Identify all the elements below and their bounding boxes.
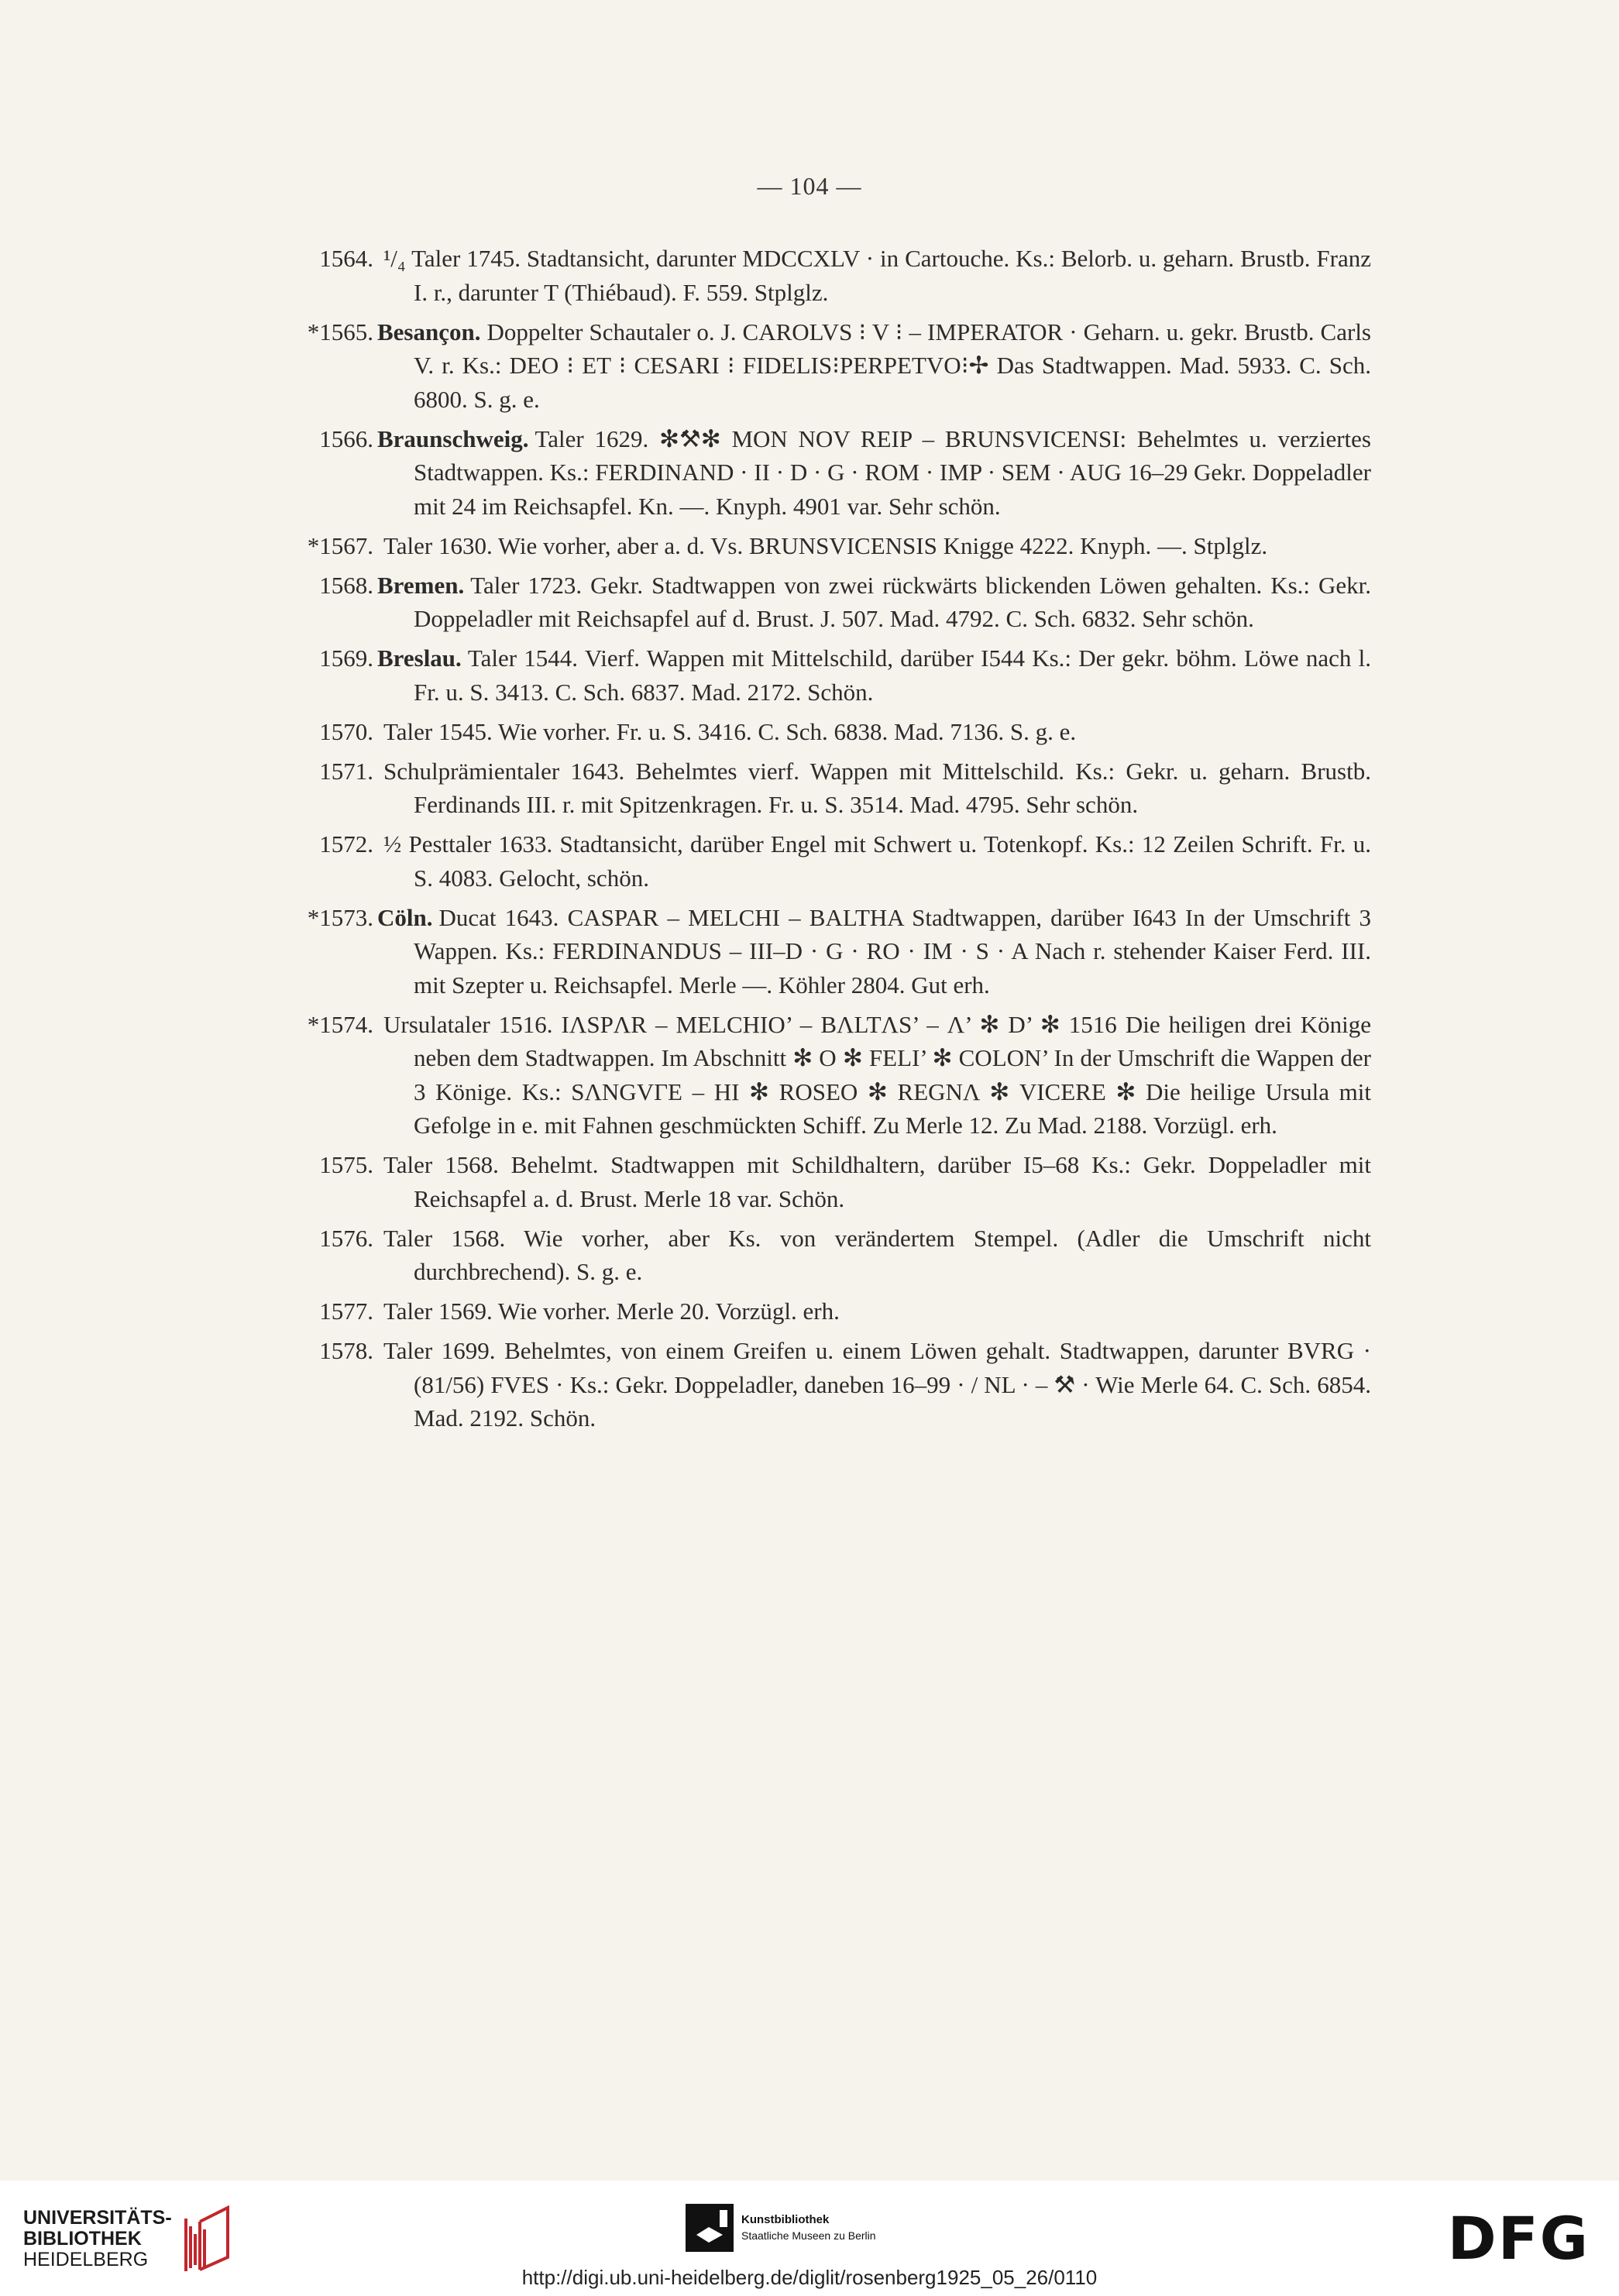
university-library-logo[interactable] xyxy=(23,2204,234,2274)
entry-number: *1574. xyxy=(307,1010,373,1038)
entry-text xyxy=(377,529,1371,563)
entry-number: *1573. xyxy=(307,903,373,931)
catalogue-entry xyxy=(294,1222,1371,1289)
entry-number: *1567. xyxy=(307,531,373,559)
entry-number: 1576. xyxy=(319,1224,373,1252)
catalogue-entry xyxy=(294,827,1371,895)
entry-text xyxy=(377,315,1371,417)
page-number: — 104 — xyxy=(757,172,862,200)
kunstbibliothek-name: Kunstbibliothek xyxy=(741,2213,830,2226)
entry-heading: Braunschweig. xyxy=(377,424,529,452)
catalogue-entry xyxy=(294,1294,1371,1328)
entry-number: 1564. xyxy=(319,245,373,272)
catalogue-entry xyxy=(294,1334,1371,1435)
catalogue-entry xyxy=(294,569,1371,636)
entry-description: ¹/₄ Taler 1745. Stadtansicht, darunter MDCCXLV · in Cartouche. Ks.: Belorb. u. geharn. Brustb. Franz I. r., darunter T (Thiébaud). F. 559. Stplglz. xyxy=(383,245,1371,306)
entry-description: Taler 1544. Vierf. Wappen mit Mittelschild, darüber I544 Ks.: Der gekr. böhm. Löwe nach l. Fr. u. S. 3413. C. Sch. 6837. Mad. 2172. Schön. xyxy=(414,644,1371,706)
entry-text xyxy=(377,641,1371,709)
ub-logo-line: UNIVERSITÄTS- xyxy=(23,2206,172,2229)
entry-text xyxy=(377,1008,1371,1143)
entry-description: Ursulataler 1516. IΛSPΛR – ΜΕLCΗΙΟ’ – BΛLTΛS’ – Λ’ ✻ D’ ✻ 1516 Die heiligen drei Könige neben dem Stadtwappen. Im Abschnitt ✻ O ✻ FELI’ ✻ COLON’ In der Umschrift die Wappen der 3 Könige. Ks.: SΛNGVΓE – ΗΙ ✻ ROSEO ✻ REGNΛ ✻ VICERE ✻ Die heilige Ursula mit Gefolge in e. mit Fahnen geschmückten Schiff. Zu Merle 12. Zu Mad. 2188. Vorzügl. erh. xyxy=(383,1010,1371,1139)
catalogue-entry xyxy=(294,641,1371,709)
entry-description: Taler 1568. Wie vorher, aber Ks. von verändertem Stempel. (Adler die Umschrift nicht durchbrechend). S. g. e. xyxy=(383,1224,1371,1285)
university-library-mark-icon xyxy=(180,2203,234,2274)
ub-logo-text xyxy=(23,2208,172,2270)
entry-text xyxy=(377,569,1371,636)
entry-description: Taler 1569. Wie vorher. Merle 20. Vorzügl. erh. xyxy=(383,1298,840,1325)
entry-number: 1575. xyxy=(319,1151,373,1178)
kunstbibliothek-mark-icon xyxy=(686,2204,734,2252)
entry-text xyxy=(377,422,1371,524)
catalogue-entry xyxy=(294,315,1371,417)
catalogue-entry xyxy=(294,529,1371,563)
entry-text xyxy=(377,242,1371,309)
catalogue-entry xyxy=(294,715,1371,749)
dfg-logo[interactable]: DFG xyxy=(1447,2204,1590,2273)
entry-heading: Bremen. xyxy=(377,571,465,599)
catalogue-entry xyxy=(294,242,1371,309)
entry-number: *1565. xyxy=(307,318,373,345)
entry-number: 1570. xyxy=(319,717,373,745)
catalogue-entry xyxy=(294,754,1371,822)
entry-number: 1577. xyxy=(319,1298,373,1325)
catalogue-entry xyxy=(294,901,1371,1002)
entry-description: Taler 1723. Gekr. Stadtwappen von zwei rückwärts blickenden Löwen gehalten. Ks.: Gekr. Doppeladler mit Reichsapfel auf d. Brust. J. 507. Mad. 4792. C. Sch. 6832. Sehr schön. xyxy=(414,571,1371,632)
entry-text xyxy=(377,754,1371,822)
entry-description: Taler 1545. Wie vorher. Fr. u. S. 3416. C. Sch. 6838. Mad. 7136. S. g. e. xyxy=(383,717,1077,745)
entry-number: 1571. xyxy=(319,757,373,785)
permalink-url[interactable]: http://digi.ub.uni-heidelberg.de/diglit/rosenberg1925_05_26/0110 xyxy=(521,2266,1098,2289)
entry-text xyxy=(377,715,1371,749)
entry-description: Doppelter Schautaler o. J. CAROLVS ⁝ V ⁝ – IMPERATOR · Geharn. u. gekr. Brustb. Carls V. r. Ks.: DEO ⁝ ET ⁝ CESARI ⁝ FIDELIS⁝PERPETVO⁝✢ Das Stadtwappen. Mad. 5933. C. Sch. 6800. S. g. e. xyxy=(414,318,1371,413)
entry-heading: Breslau. xyxy=(377,644,462,672)
entry-description: Ducat 1643. CASPAR – MELCHI – BALTHA Stadtwappen, darüber I643 In der Umschrift 3 Wappen. Ks.: FERDINANDUS – III–D · G · RO · IM · S · A Nach r. stehender Kaiser Ferd. III. mit Szepter u. Reichsapfel. Merle —. Köhler 2804. Gut erh. xyxy=(414,903,1371,998)
entry-description: Taler 1630. Wie vorher, aber a. d. Vs. BRUNSVICENSIS Knigge 4222. Knyph. —. Stplglz. xyxy=(383,531,1268,559)
entry-text xyxy=(377,827,1371,895)
entry-text xyxy=(377,901,1371,1002)
catalogue-entry xyxy=(294,1008,1371,1143)
entry-heading: Besançon. xyxy=(377,318,481,345)
coin-catalogue-list xyxy=(294,242,1371,1435)
entry-number: 1572. xyxy=(319,830,373,858)
entry-heading: Cöln. xyxy=(377,903,433,931)
entry-number: 1569. xyxy=(319,644,373,672)
entry-text xyxy=(377,1148,1371,1215)
entry-description: Taler 1629. ✻⚒✻ MON NOV REIP – BRUNSVICENSI: Behelmtes u. verziertes Stadtwappen. Ks.: FERDINAND · II · D · G · ROM · IMP · SEM · AUG 16–29 Gekr. Doppeladler mit 24 im Reichsapfel. Kn. —. Knyph. 4901 var. Sehr schön. xyxy=(414,424,1371,520)
entry-text xyxy=(377,1294,1371,1328)
entry-text xyxy=(377,1222,1371,1289)
kunstbibliothek-text xyxy=(741,2212,876,2244)
entry-description: Schulprämientaler 1643. Behelmtes vierf. Wappen mit Mittelschild. Ks.: Gekr. u. geharn. Brustb. Ferdinands III. r. mit Spitzenkragen. Fr. u. S. 3514. Mad. 4795. Sehr schön. xyxy=(383,757,1371,818)
ub-logo-line: BIBLIOTHEK xyxy=(23,2227,142,2250)
kunstbibliothek-logo[interactable] xyxy=(686,2204,876,2252)
catalogue-entry xyxy=(294,422,1371,524)
entry-number: 1568. xyxy=(319,571,373,599)
entry-number: 1578. xyxy=(319,1337,373,1364)
kunstbibliothek-subtitle: Staatliche Museen zu Berlin xyxy=(741,2229,876,2242)
entry-number: 1566. xyxy=(319,424,373,452)
ub-logo-line: HEIDELBERG xyxy=(23,2248,149,2270)
entry-description: Taler 1699. Behelmtes, von einem Greifen u. einem Löwen gehalt. Stadtwappen, darunter BVRG · (81/56) FVES · Ks.: Gekr. Doppeladler, daneben 16–99 · / NL · – ⚒ · Wie Merle 64. C. Sch. 6854. Mad. 2192. Schön. xyxy=(383,1337,1371,1432)
entry-description: ½ Pesttaler 1633. Stadtansicht, darüber Engel mit Schwert u. Totenkopf. Ks.: 12 Zeilen Schrift. Fr. u. S. 4083. Gelocht, schön. xyxy=(383,830,1371,892)
entry-text xyxy=(377,1334,1371,1435)
catalogue-entry xyxy=(294,1148,1371,1215)
entry-description: Taler 1568. Behelmt. Stadtwappen mit Schildhaltern, darüber I5–68 Ks.: Gekr. Doppeladler mit Reichsapfel a. d. Brust. Merle 18 var. Schön. xyxy=(383,1151,1371,1212)
